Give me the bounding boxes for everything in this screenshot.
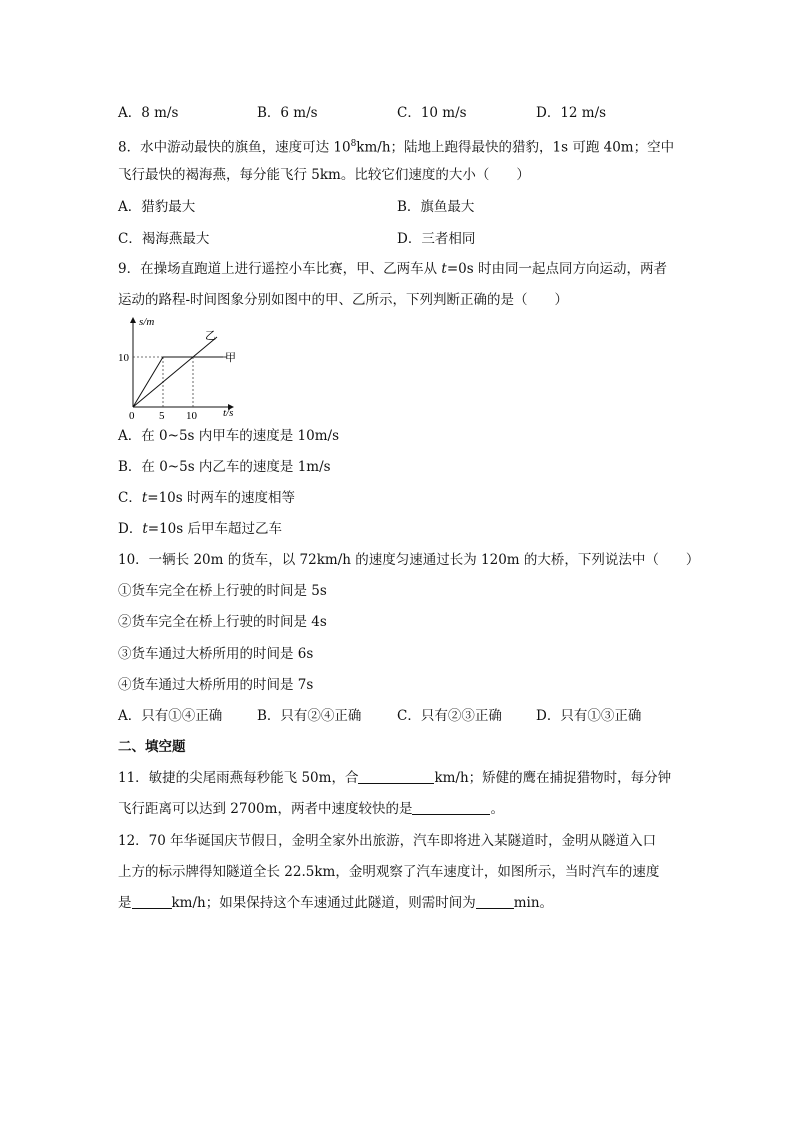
series-jia-label: 甲 — [225, 352, 236, 364]
q9-stem-line-2: 运动的路程-时间图象分别如图中的甲、乙所示，下列判断正确的是（ ） — [118, 292, 569, 308]
q10-option-d: D．只有①③正确 — [536, 708, 642, 724]
q8-option-a: A．猎豹最大 — [118, 199, 196, 215]
q10-option-a: A．只有①④正确 — [118, 708, 223, 724]
q8-option-d: D．三者相同 — [397, 231, 476, 247]
x-tick-10: 10 — [186, 410, 197, 420]
section-heading-fill-in: 二、填空题 — [118, 739, 186, 755]
q10-statement-3: ③货车通过大桥所用的时间是 6s — [118, 646, 314, 662]
q9-option-c: C．t=10s 时两车的速度相等 — [118, 490, 295, 506]
q9-option-b: B．在 0~5s 内乙车的速度是 1m/s — [118, 459, 331, 475]
y-axis-label: s/m — [139, 316, 155, 328]
q8-stem-line-1: 8．水中游动最快的旗鱼，速度可达 $10^8km/h$；陆地上跑得最快的猎豹，1s 可跑 40m；空中 — [118, 139, 675, 156]
q9-stem-line-1: 9．在操场直跑道上进行遥控小车比赛，甲、乙两车从 t=0s 时由同一起点同方向运动，两者 — [118, 261, 667, 277]
q11-line-2: 飞行距离可以达到 2700m，两者中速度较快的是 。 — [118, 801, 504, 817]
q8-stem-line-2: 飞行最快的褐海燕，每分能飞行 5km。比较它们速度的大小（ ） — [118, 167, 530, 183]
s-t-graph — [115, 312, 245, 420]
series-yi-label: 乙 — [205, 330, 216, 342]
q10-statement-4: ④货车通过大桥所用的时间是 7s — [118, 677, 314, 693]
x-axis-label: t/s — [223, 407, 234, 419]
q9-option-a: A．在 0~5s 内甲车的速度是 10m/s — [118, 428, 339, 444]
q8-option-c: C．褐海燕最大 — [118, 231, 210, 247]
origin-label: 0 — [129, 410, 135, 420]
q11-line-1: 11．敏捷的尖尾雨燕每秒能飞 50m，合 km/h；矫健的鹰在捕捉猎物时，每分钟 — [118, 770, 672, 786]
q7-option-a: A．8 m/s — [118, 105, 179, 121]
q11-blank-1[interactable] — [358, 769, 434, 784]
q7-option-d: D．12 m/s — [536, 105, 607, 121]
q11-blank-2[interactable] — [412, 800, 490, 815]
q10-option-b: B．只有②④正确 — [257, 708, 362, 724]
q12-blank-speed[interactable] — [132, 894, 172, 909]
q7-option-c: C．10 m/s — [397, 105, 467, 121]
q8-option-b: B．旗鱼最大 — [397, 199, 475, 215]
q12-blank-time[interactable] — [476, 894, 514, 909]
q12-line-3: 是 km/h；如果保持这个车速通过此隧道，则需时间为 min。 — [118, 895, 554, 911]
q12-line-1: 12．70 年华诞国庆节假日，金明全家外出旅游，汽车即将进入某隧道时，金明从隧道入口 — [118, 833, 657, 849]
q10-option-c: C．只有②③正确 — [397, 708, 502, 724]
q10-statement-2: ②货车完全在桥上行驶的时间是 4s — [118, 614, 327, 630]
y-tick-10: 10 — [118, 352, 129, 364]
q10-statement-1: ①货车完全在桥上行驶的时间是 5s — [118, 583, 327, 599]
series-jia-line — [133, 357, 223, 407]
x-tick-5: 5 — [159, 410, 165, 420]
series-yi-line — [133, 337, 217, 407]
q12-line-2: 上方的标示牌得知隧道全长 22.5km，金明观察了汽车速度计，如图所示，当时汽车的速度 — [118, 864, 660, 880]
q9-option-d: D．t=10s 后甲车超过乙车 — [118, 521, 282, 537]
q10-stem: 10．一辆长 20m 的货车，以 72km/h 的速度匀速通过长为 120m 的大桥，下列说法中（ ） — [118, 552, 700, 568]
q7-option-b: B．6 m/s — [257, 105, 318, 121]
